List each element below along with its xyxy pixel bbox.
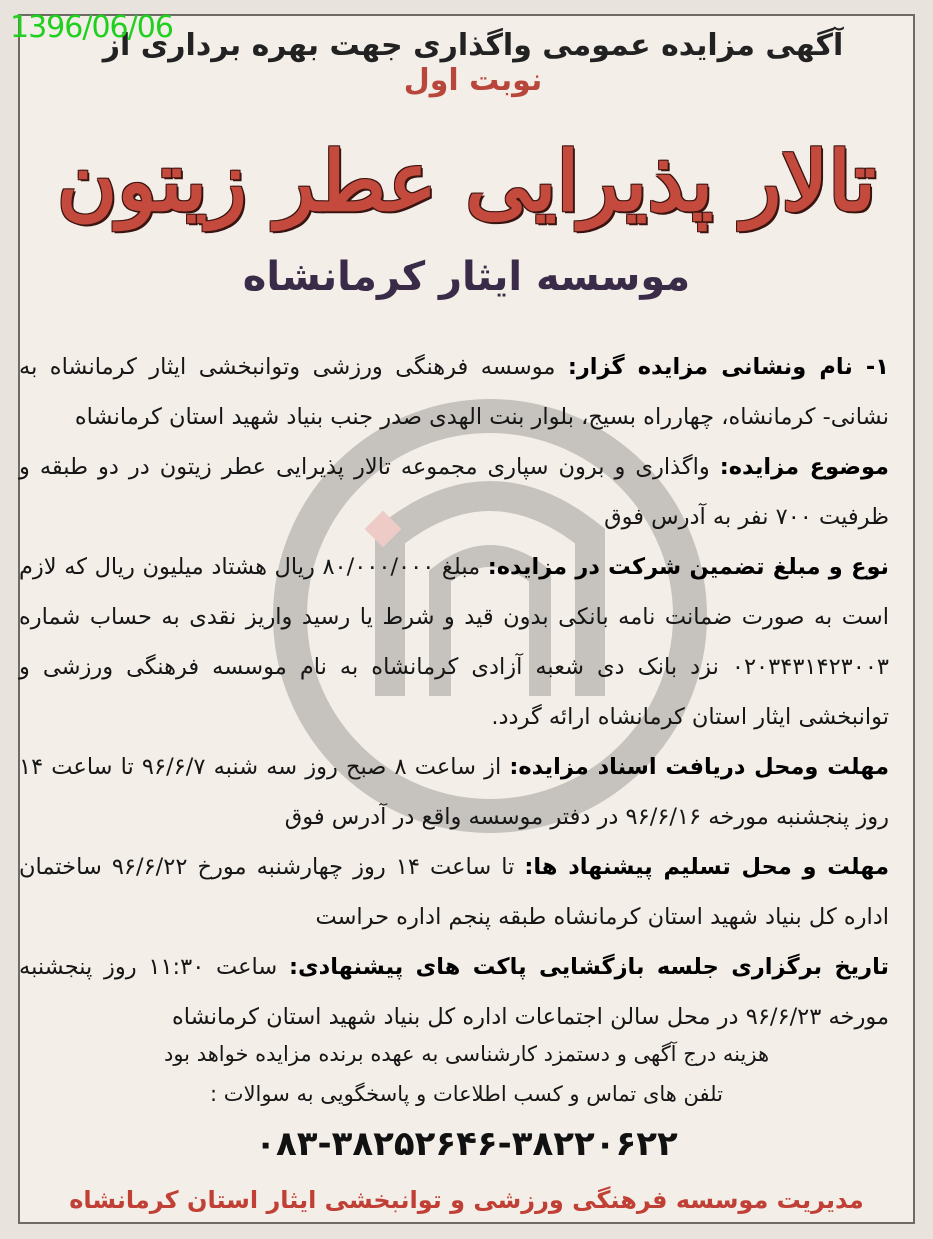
section-label: موضوع مزایده: — [719, 454, 889, 480]
ad-content — [20, 16, 913, 1222]
ad-subtitle — [63, 28, 883, 98]
subtitle-tail: نوبت اول — [403, 63, 543, 98]
subtitle-text: آگهی مزایده عمومی واگذاری جهت بهره برداری از — [102, 28, 844, 63]
section-text: ساعت ۱۱:۳۰ روز پنجشنبه مورخه ۹۶/۶/۲۳ در محل سالن اجتماعات اداره کل بنیاد شهید استان کرمانشاه — [19, 954, 889, 1030]
section-label: مهلت ومحل دریافت اسناد مزایده: — [509, 754, 890, 780]
section-text: موسسه فرهنگی ورزشی وتوانبخشی ایثار کرمانشاه به نشانی- کرمانشاه، چهارراه بسیج، بلوار بنت الهدی صدر جنب بنیاد شهید استان کرمانشاه — [19, 354, 889, 430]
cost-note: هزینه درج آگهی و دستمزد کارشناسی به عهده برنده مزایده خواهد بود — [163, 1042, 770, 1066]
section-subject — [19, 442, 889, 542]
section-text: از ساعت ۸ صبح روز سه شنبه ۹۶/۶/۷ تا ساعت ۱۴ روز پنجشنبه مورخه ۹۶/۶/۱۶ در دفتر موسسه واقع در آدرس فوق — [19, 754, 889, 830]
org-title: موسسه ایثار کرمانشاه — [242, 254, 691, 300]
footer-signature: مدیریت موسسه فرهنگی ورزشی و توانبخشی ایثار استان کرمانشاه — [69, 1186, 864, 1214]
newspaper-clipping — [18, 14, 915, 1224]
section-text: تا ساعت ۱۴ روز چهارشنبه مورخ ۹۶/۶/۲۲ ساختمان اداره کل بنیاد شهید استان کرمانشاه طبقه پنجم اداره حراست — [19, 854, 889, 930]
section-documents-deadline — [19, 742, 889, 842]
archive-date-stamp: 1396/06/06 — [10, 10, 173, 45]
main-title: تالار پذیرایی عطر زیتون — [57, 134, 876, 230]
section-text: مبلغ ۸۰/۰۰۰/۰۰۰ ریال هشتاد میلیون ریال که لازم است به صورت ضمانت نامه بانکی بدون قید و شرط یا رسید واریز نقدی به حساب شماره ۰۲۰۳۴۳۱۴۲۳۰۰۳ نزد بانک دی شعبه آزادی کرمانشاه به نام موسسه فرهنگی ورزشی و توانبخشی ایثار استان کرمانشاه ارائه گردد. — [19, 554, 889, 730]
section-organizer — [19, 342, 889, 442]
section-opening-session — [19, 942, 889, 1042]
section-label: ۱- نام ونشانی مزایده گزار: — [567, 354, 889, 380]
section-label: مهلت و محل تسلیم پیشنهاد ها: — [524, 854, 890, 880]
phone-numbers: ۰۸۳-۳۸۲۵۲۶۴۶-۳۸۲۲۰۶۲۲ — [255, 1124, 678, 1164]
section-label: تاریخ برگزاری جلسه بازگشایی پاکت های پیشنهادی: — [289, 954, 889, 980]
section-label: نوع و مبلغ تضمین شرکت در مزایده: — [487, 554, 889, 580]
contact-note: تلفن های تماس و کسب اطلاعات و پاسخگویی به سوالات : — [210, 1082, 723, 1106]
section-submission-deadline — [19, 842, 889, 942]
section-guarantee — [19, 542, 889, 742]
section-text: واگذاری و برون سپاری مجموعه تالار پذیرایی عطر زیتون در دو طبقه و ظرفیت ۷۰۰ نفر به آدرس فوق — [19, 454, 889, 530]
notes — [20, 1034, 913, 1114]
ad-body — [19, 342, 889, 1042]
